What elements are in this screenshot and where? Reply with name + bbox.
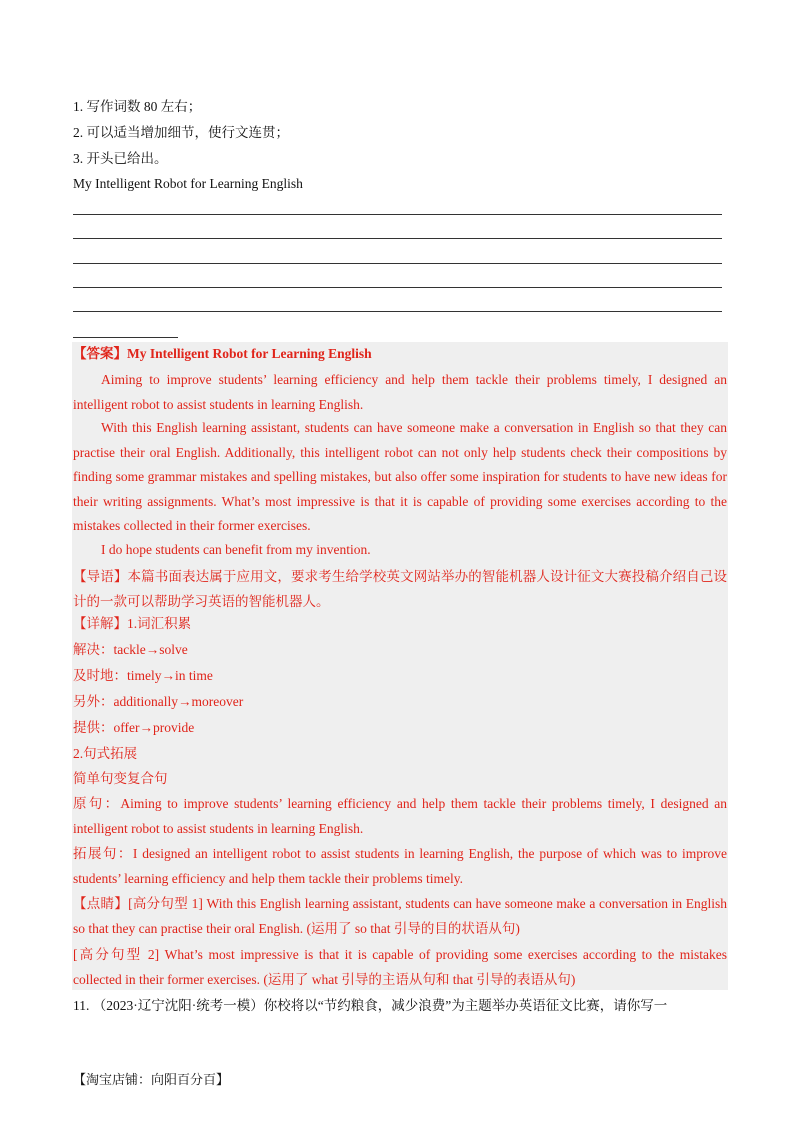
vocab-item: 提供：offer→provide bbox=[73, 720, 195, 735]
guide-text: 【导语】本篇书面表达属于应用文，要求考生给学校英文网站举办的智能机器人设计征文大赛投稿介绍自己设计的一款可以帮助学习英语的智能机器人。 bbox=[73, 569, 727, 609]
answer-paragraph-2: With this English learning assistant, students can have someone make a conversation in English so that they can practise their oral English. Additionally, this intelligent robot can not only help students check their compositions by finding some grammar mistakes and spelling mistakes, but also offer some inspiration for students to have new ideas for their writing assignments. What’s most impressive is that it is capable of providing some exercises according to the mistakes collected in their former exercises. bbox=[73, 420, 727, 533]
writing-line-short bbox=[73, 337, 178, 338]
essay-title: My Intelligent Robot for Learning English bbox=[73, 176, 303, 191]
section2-heading: 2.句式拓展 bbox=[73, 746, 138, 761]
writing-line bbox=[73, 311, 722, 312]
writing-line bbox=[73, 238, 722, 239]
vocab-item: 另外：additionally→moreover bbox=[73, 694, 244, 709]
expanded-sentence: 拓展句：I designed an intelligent robot to assist students in learning English, the purpose of which was to improve students’ learning efficiency and help them tackle their problems timely. bbox=[73, 846, 727, 886]
answer-heading bbox=[73, 344, 372, 364]
section2-subheading: 简单句变复合句 bbox=[73, 771, 168, 786]
writing-line bbox=[73, 287, 722, 288]
requirement-1: 1. 写作词数 80 左右； bbox=[73, 99, 202, 114]
writing-line bbox=[73, 214, 722, 215]
answer-tag: 【答案】 bbox=[73, 346, 127, 361]
original-sentence: 原句：Aiming to improve students’ learning efficiency and help them tackle their problems timely, I designed an intelligent robot to assist students in learning English. bbox=[73, 796, 727, 836]
highlight-item-1: 【点睛】[高分句型 1] With this English learning assistant, students can have someone make a conversation in English so that they can practise their oral English. (运用了 so that 引导的目的状语从句) bbox=[73, 896, 727, 936]
writing-line bbox=[73, 263, 722, 264]
answer-paragraph-1: Aiming to improve students’ learning efficiency and help them tackle their problems timely, I designed an intelligent robot to assist students in learning English. bbox=[73, 372, 727, 412]
requirement-3: 3. 开头已给出。 bbox=[73, 151, 168, 166]
vocab-item: 解决：tackle→solve bbox=[73, 642, 188, 657]
answer-paragraph-3: I do hope students can benefit from my invention. bbox=[101, 542, 371, 557]
footer-shop: 【淘宝店铺：向阳百分百】 bbox=[73, 1072, 230, 1087]
requirement-2: 2. 可以适当增加细节，使行文连贯； bbox=[73, 125, 289, 140]
next-question: 11. （2023·辽宁沈阳·统考一模）你校将以“节约粮食，减少浪费”为主题举办英语征文比赛，请你写一 bbox=[73, 998, 668, 1013]
detail-heading: 【详解】1.词汇积累 bbox=[73, 616, 192, 631]
highlight-item-2: [高分句型 2] What’s most impressive is that it is capable of providing some exercises according to the mistakes collected in their former exercises. (运用了 what 引导的主语从句和 that 引导的表语从句) bbox=[73, 947, 727, 987]
vocab-item: 及时地：timely→in time bbox=[73, 668, 213, 683]
answer-title: My Intelligent Robot for Learning English bbox=[127, 346, 372, 361]
